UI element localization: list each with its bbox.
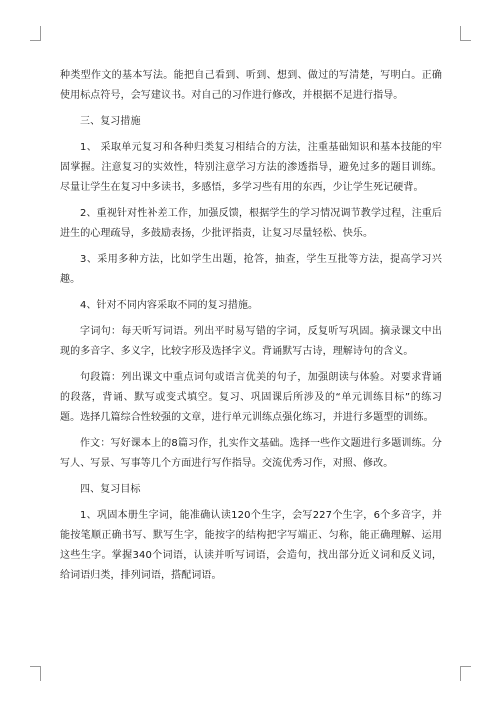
section-heading-review-goals: 四、复习目标 [80, 484, 141, 495]
paragraph-sentences-passages: 句段篇：列出课文中重点词句或语言优美的句子，加强朗读与体验。对要求背诵的段落，背诵、默写或变式填空。复习、巩固课后所涉及的“单元训练目标”的练习题。选择几篇综合性较强的文章，进行单元训练点强化练习，并进行多题型的训练。 [60, 372, 442, 423]
section-heading-review-measures: 三、复习措施 [80, 116, 141, 127]
crop-mark-top-right [460, 26, 471, 41]
document-body [60, 66, 442, 592]
paragraph-measure-3: 3、采用多种方法，比如学生出题，抢答，抽查，学生互批等方法，提高学习兴趣。 [60, 254, 442, 285]
paragraph-words-sentences: 字词句：每天听写词语。列出平时易写错的字词，反复听写巩固。摘录课文中出现的多音字、多义字，比较字形及选择字义。背诵默写古诗，理解诗句的含义。 [60, 326, 442, 357]
paragraph-measure-2: 2、重视针对性补差工作，加强反馈，根据学生的学习情况调节教学过程，注重后进生的心理疏导，多鼓励表扬，少批评指责，让复习尽量轻松、快乐。 [60, 208, 442, 239]
paragraph-goal-1: 1、巩固本册生字词，能准确认读120个生字，会写227个生字，6个多音字，并能按笔顺正确书写、默写生字，能按字的结构把字写端正、匀称，能正确理解、运用这些生字。掌握340个词语，认读并听写词语，会造句，找出部分近义词和反义词，给词语归类，排列词语，搭配词语。 [60, 510, 442, 581]
paragraph-composition: 作文：写好课本上的8篇习作，扎实作文基础。选择一些作文题进行多题训练。分写人、写景、写事等几个方面进行写作指导。交流优秀习作，对照、修改。 [60, 438, 442, 469]
crop-mark-bottom-left [30, 666, 41, 681]
crop-mark-bottom-right [460, 666, 471, 681]
paragraph-continuation: 种类型作文的基本写法。能把自己看到、听到、想到、做过的写清楚，写明白。正确使用标点符号，会写建议书。对自己的习作进行修改，并根据不足进行指导。 [60, 70, 442, 101]
crop-mark-top-left [30, 26, 41, 41]
paragraph-measure-4: 4、针对不同内容采取不同的复习措施。 [80, 300, 259, 311]
paragraph-measure-1: 1、 采取单元复习和各种归类复习相结合的方法，注重基础知识和基本技能的牢固掌握。注意复习的实效性，特别注意学习方法的渗透指导，避免过多的题目训练。尽量让学生在复习中多读书，多感悟，多学习些有用的东西，少让学生死记硬背。 [60, 142, 442, 193]
